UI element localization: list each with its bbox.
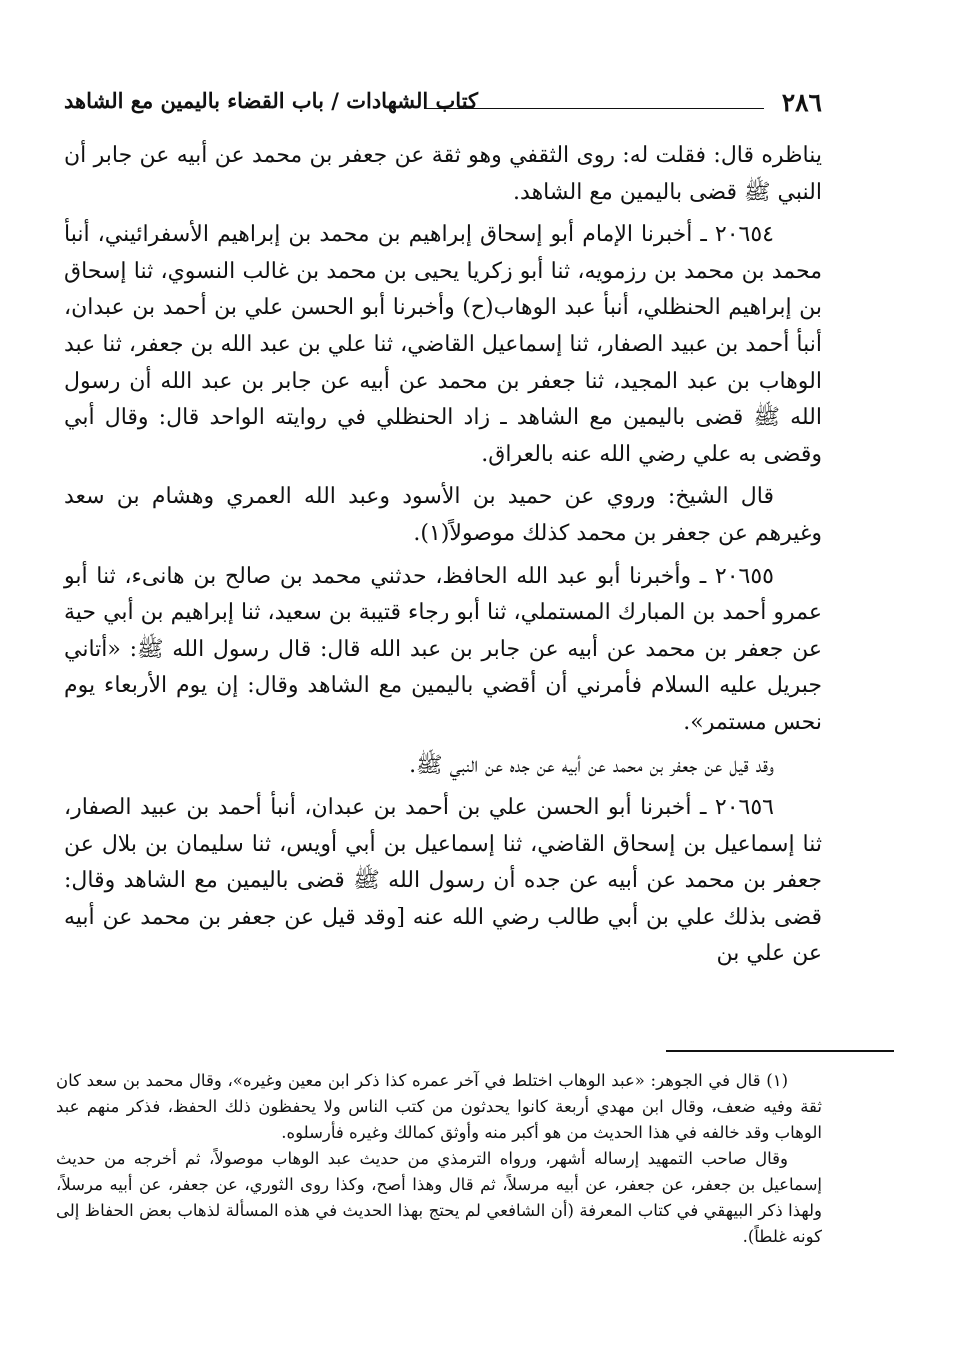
hadith-20654: ٢٠٦٥٤ ـ أخبرنا الإمام أبو إسحاق إبراهيم بن محمد بن إبراهيم الأسفرائيني، أنبأ محمد بن محمد بن رزمويه، ثنا أبو زكريا يحيى بن محمد بن غالب النسوي، ثنا إسحاق بن إبراهيم الحنظلي، أنبأ عبد الوهاب(ح) وأخبرنا أبو الحسن علي بن أحمد بن عبدان، أنبأ أحمد بن عبيد الصفار، ثنا إسماعيل القاضي، ثنا علي بن عبد الله بن جعفر، ثنا عبد الوهاب بن عبد المجيد، ثنا جعفر بن محمد عن أبيه عن جابر بن عبد الله أن رسول الله ﷺ قضى باليمين مع الشاهد ـ زاد الحنظلي في روايته الواحد قال: وقال أبي وقضى به علي رضي الله عنه بالعراق. — [64, 222, 822, 467]
page-number: ٢٨٦ — [781, 88, 822, 117]
footnote-separator — [666, 1050, 894, 1052]
paragraph: يناظره قال: فقلت له: روى الثقفي وهو ثقة عن جعفر بن محمد عن أبيه عن جابر أن النبي ﷺ قضى باليمين مع الشاهد. — [64, 143, 822, 205]
running-title: كتاب الشهادات / باب القضاء باليمين مع الشاهد — [64, 88, 479, 113]
hadith-20656: ٢٠٦٥٦ ـ أخبرنا أبو الحسن علي بن أحمد بن عبدان، أنبأ أحمد بن عبيد الصفار، ثنا إسماعيل بن إسحاق القاضي، ثنا إسماعيل بن أبي أويس، ثنا سليمان بن بلال عن جعفر بن محمد عن أبيه عن جده أن رسول الله ﷺ قضى باليمين مع الشاهد وقال: قضى بذلك علي بن أبي طالب رضي الله عنه [وقد قيل عن جعفر بن محمد عن أبيه عن علي بن — [64, 795, 822, 967]
footnote-1: (١) قال في الجوهر: «عبد الوهاب اختلط في آخر عمره كذا ذكر ابن معين وغيره»، وقال محمد بن سعد كان ثقة وفيه ضعف، وقال ابن مهدي أربعة كانوا يحدثون من كتب الناس ولا يحفظون ذلك الحفظ، فذكر منهم عبد الوهاب وقد خالفه في هذا الحديث من هو أكبر منه وأوثق كمالك وغيره فأرسلوه. — [56, 1071, 822, 1142]
footnotes — [56, 1068, 822, 1250]
main-text — [64, 138, 822, 979]
hadith-20655: ٢٠٦٥٥ ـ وأخبرنا أبو عبد الله الحافظ، حدثني محمد بن صالح بن هانىء، ثنا أبو عمرو أحمد بن المبارك المستملي، ثنا أبو رجاء قتيبة بن سعيد، ثنا إبراهيم بن أبي حية عن جعفر بن محمد عن أبيه عن جابر بن عبد الله قال: قال رسول الله ﷺ: «أتاني جبريل عليه السلام فأمرني أن أقضي باليمين مع الشاهد وقال: إن يوم الأربعاء يوم نحس مستمر». — [64, 563, 822, 735]
shaykh-comment: قال الشيخ: وروي عن حميد بن الأسود وعبد الله العمري وهشام بن سعد وغيرهم عن جعفر بن محمد كذلك موصولاً(١). — [64, 484, 822, 546]
footnote-1-continued: وقال صاحب التمهيد إرساله أشهر، ورواه الترمذي من حديث عبد الوهاب موصولاً، ثم أخرجه من حديث إسماعيل بن جعفر، عن جعفر، عن أبيه مرسلاً، ثم قال وهذا أصح، وكذا روى الثوري، عن جعفر، عن أبيه مرسلاً، ولهذا ذكر البيهقي في كتاب المعرفة (أن الشافعي لم يحتج بهذا الحديث في هذه المسألة لذهاب بعض الحفاظ إلى كونه غلطاً). — [56, 1149, 822, 1246]
page-header — [64, 80, 822, 120]
paragraph: وقد قيل عن جعفر بن محمد عن أبيه عن جده عن النبي ﷺ. — [409, 752, 774, 778]
